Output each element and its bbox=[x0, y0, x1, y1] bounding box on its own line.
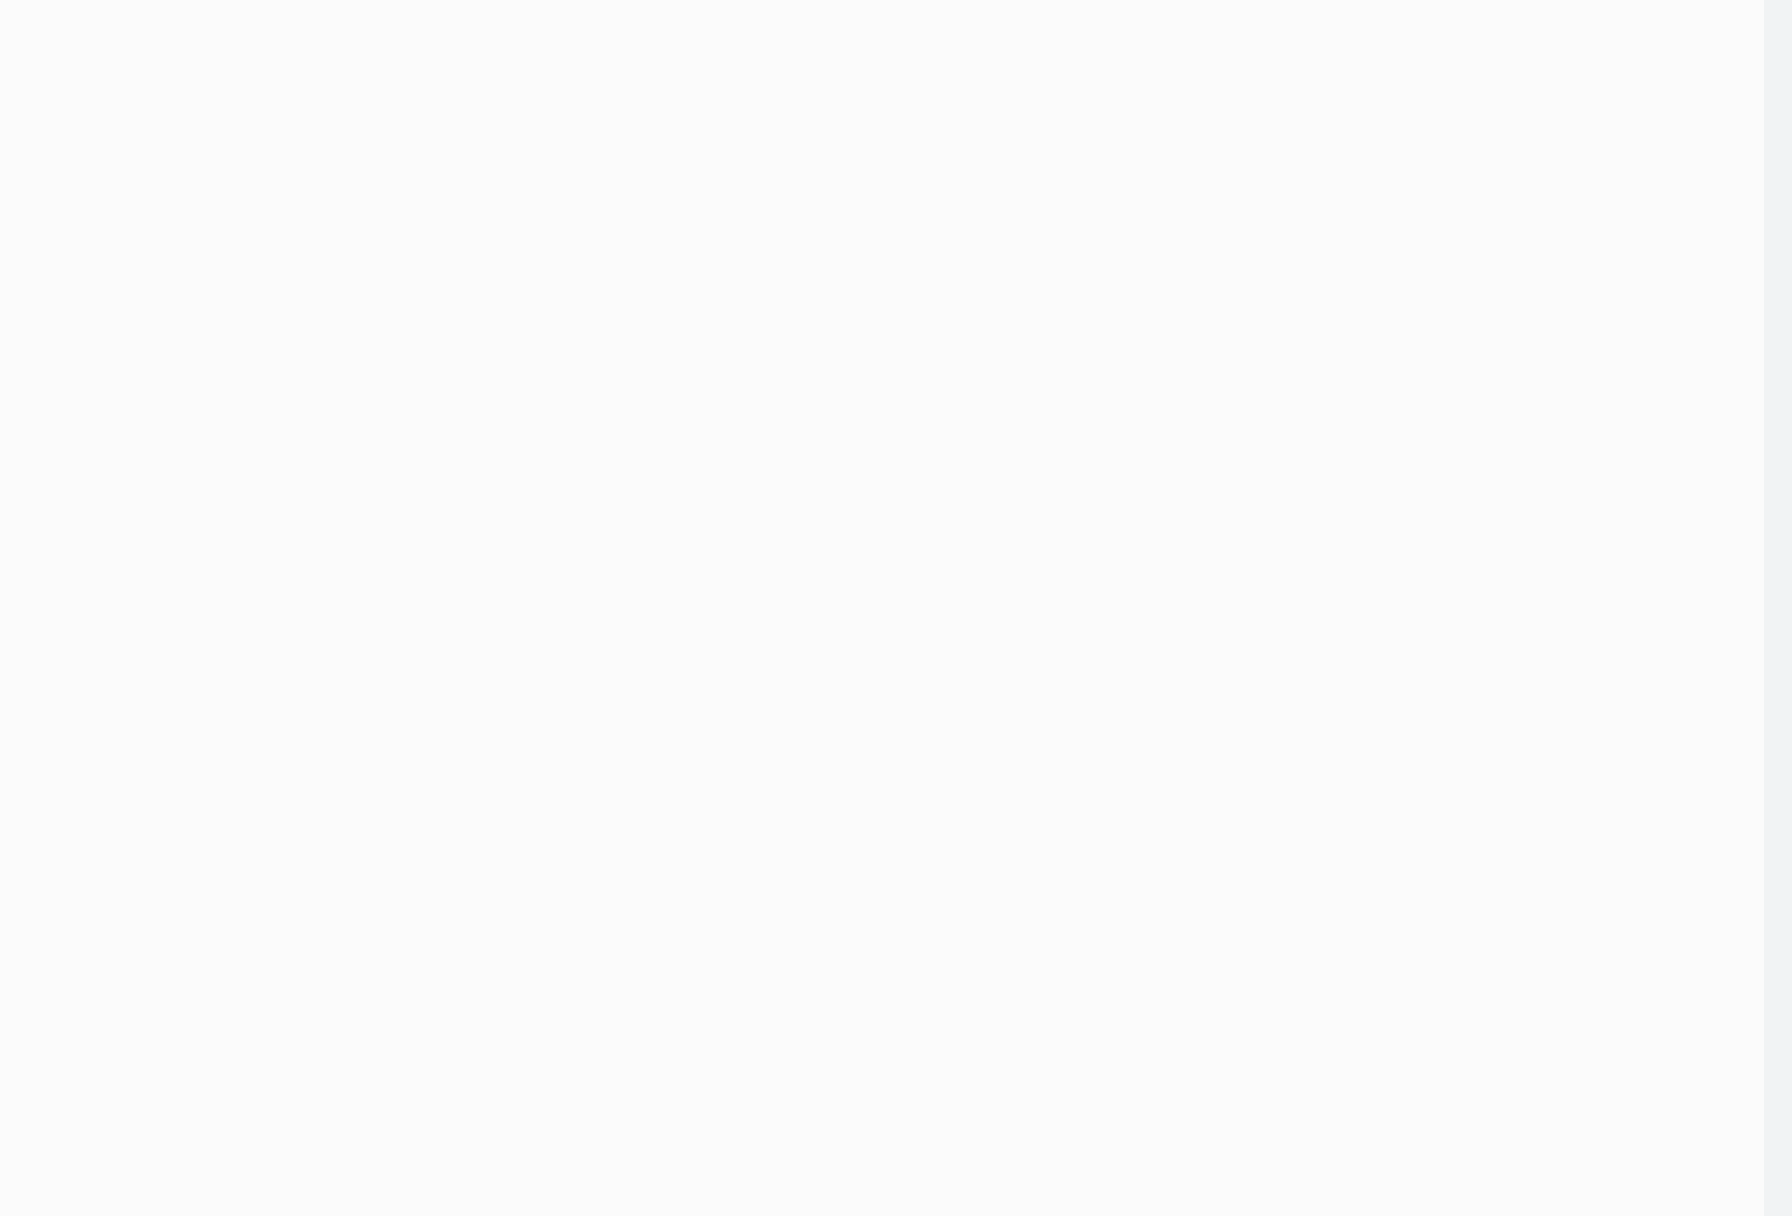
scan-edge bbox=[1764, 0, 1792, 1216]
